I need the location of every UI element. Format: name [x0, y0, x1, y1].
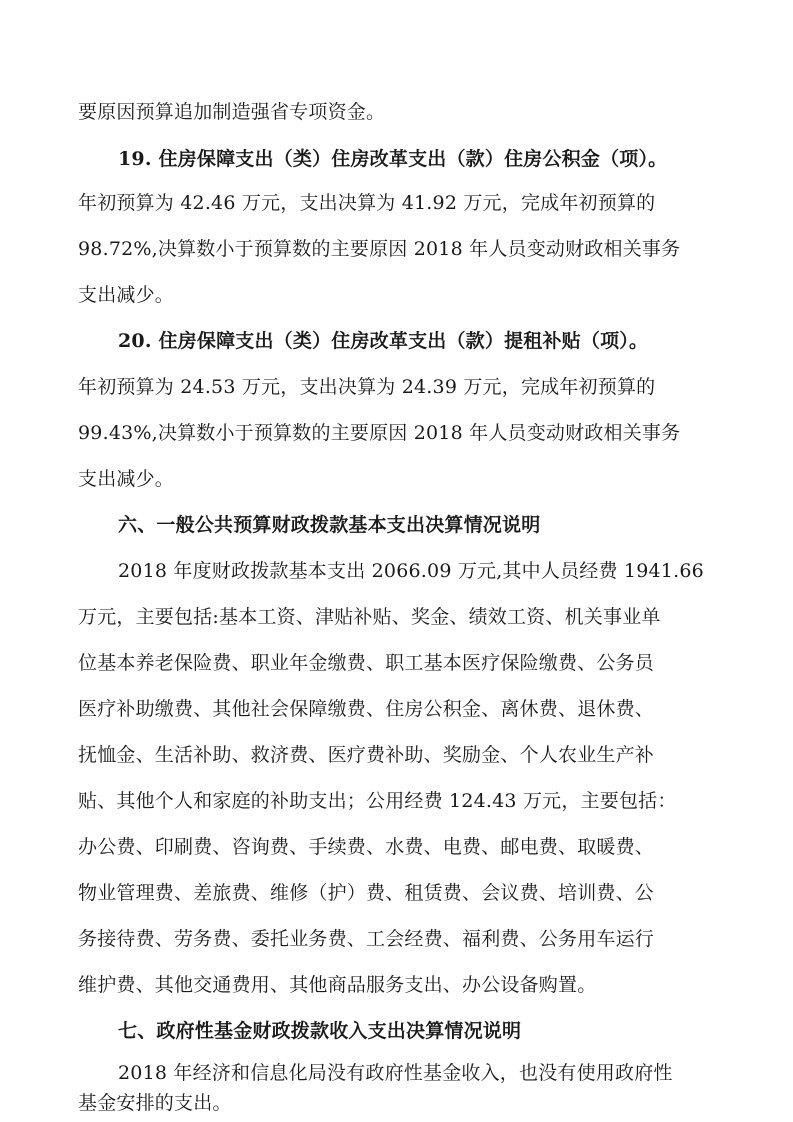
- paragraph-line: 支出减少。: [78, 468, 175, 490]
- item-20-heading: 20. 住房保障支出（类）住房改革支出（款）提租补贴（项）。: [118, 330, 649, 352]
- section-7-heading: 七、政府性基金财政拨款收入支出决算情况说明: [118, 1020, 522, 1042]
- paragraph-line: 基金安排的支出。: [78, 1092, 232, 1114]
- paragraph-line: 抚恤金、生活补助、救济费、医疗费补助、奖励金、个人农业生产补: [78, 744, 655, 766]
- paragraph-line: 办公费、印刷费、咨询费、手续费、水费、电费、邮电费、取暖费、: [78, 836, 655, 858]
- item-19-heading: 19. 住房保障支出（类）住房改革支出（款）住房公积金（项）。: [118, 148, 668, 170]
- paragraph-line: 要原因预算追加制造强省专项资金。: [78, 101, 386, 123]
- paragraph-line: 年初预算为 24.53 万元，支出决算为 24.39 万元，完成年初预算的: [78, 376, 656, 398]
- paragraph-line: 99.43%,决算数小于预算数的主要原因 2018 年人员变动财政相关事务: [78, 422, 681, 444]
- paragraph-line: 务接待费、劳务费、委托业务费、工会经费、福利费、公务用车运行: [78, 928, 655, 950]
- paragraph-line: 维护费、其他交通费用、其他商品服务支出、办公设备购置。: [78, 974, 597, 996]
- paragraph-line: 物业管理费、差旅费、维修（护）费、租赁费、会议费、培训费、公: [78, 882, 655, 904]
- paragraph-line: 医疗补助缴费、其他社会保障缴费、住房公积金、离休费、退休费、: [78, 698, 655, 720]
- paragraph-line: 2018 年经济和信息化局没有政府性基金收入，也没有使用政府性: [118, 1062, 673, 1084]
- paragraph-line: 98.72%,决算数小于预算数的主要原因 2018 年人员变动财政相关事务: [78, 238, 681, 260]
- paragraph-line: 位基本养老保险费、职业年金缴费、职工基本医疗保险缴费、公务员: [78, 652, 655, 674]
- paragraph-line: 贴、其他个人和家庭的补助支出；公用经费 124.43 万元，主要包括：: [78, 790, 677, 812]
- paragraph-line: 年初预算为 42.46 万元，支出决算为 41.92 万元，完成年初预算的: [78, 192, 656, 214]
- section-6-heading: 六、一般公共预算财政拨款基本支出决算情况说明: [118, 514, 541, 536]
- paragraph-line: 支出减少。: [78, 284, 175, 306]
- paragraph-line: 万元，主要包括:基本工资、津贴补贴、奖金、绩效工资、机关事业单: [78, 606, 661, 628]
- paragraph-line: 2018 年度财政拨款基本支出 2066.09 万元,其中人员经费 1941.66: [118, 560, 704, 582]
